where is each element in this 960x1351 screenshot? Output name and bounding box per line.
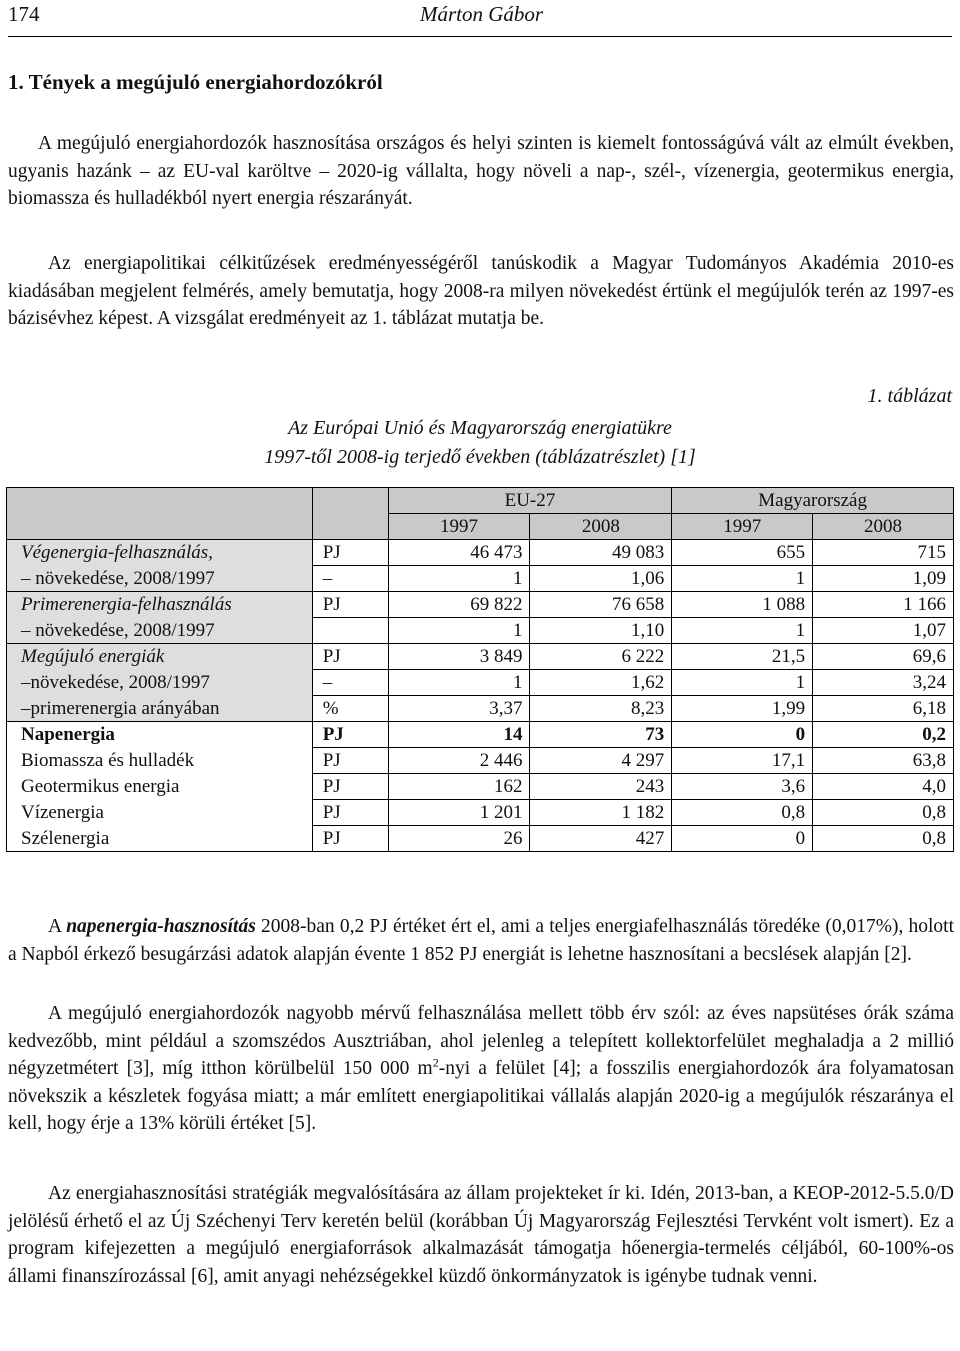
- cell-value: 1,99: [672, 696, 813, 722]
- energy-table: [6, 487, 954, 852]
- cell-value: 73: [530, 722, 672, 748]
- cell-value: 0: [672, 826, 813, 852]
- cell-value: 1: [388, 618, 530, 644]
- cell-value: 4,0: [813, 774, 954, 800]
- row-label: Primerenergia-felhasználás: [7, 592, 313, 618]
- cell-value: 76 658: [530, 592, 672, 618]
- running-author: Márton Gábor: [420, 2, 544, 26]
- table-row: [7, 618, 954, 644]
- table-year-header-row: [7, 514, 954, 540]
- cell-value: 1,62: [530, 670, 672, 696]
- row-unit: PJ: [312, 540, 388, 566]
- cell-value: 14: [388, 722, 530, 748]
- cell-value: 69,6: [813, 644, 954, 670]
- row-label: Geotermikus energia: [7, 774, 313, 800]
- table-corner-cell: [7, 488, 313, 514]
- cell-value: 1,10: [530, 618, 672, 644]
- table-group-header-row: [7, 488, 954, 514]
- cell-value: 2 446: [388, 748, 530, 774]
- cell-value: 49 083: [530, 540, 672, 566]
- cell-value: 1 182: [530, 800, 672, 826]
- row-label: Megújuló energiák: [7, 644, 313, 670]
- table-row: [7, 696, 954, 722]
- table-row: [7, 592, 954, 618]
- group-header: EU-27: [388, 488, 672, 514]
- row-unit: PJ: [312, 748, 388, 774]
- cell-value: 1,07: [813, 618, 954, 644]
- cell-value: 63,8: [813, 748, 954, 774]
- cell-value: 427: [530, 826, 672, 852]
- cell-value: 1: [388, 566, 530, 592]
- year-header: 2008: [813, 514, 954, 540]
- section-title: 1. Tények a megújuló energiahordozókról: [8, 70, 383, 94]
- table-row: [7, 748, 954, 774]
- cell-value: 1: [672, 618, 813, 644]
- paragraph-arguments: [8, 1000, 954, 1138]
- row-unit: PJ: [312, 644, 388, 670]
- paragraph-solar: [8, 913, 954, 968]
- table-row: [7, 722, 954, 748]
- cell-value: 1 166: [813, 592, 954, 618]
- page-number: 174: [8, 2, 40, 26]
- paragraph-strategy: Az energiahasznosítási stratégiák megvalósítására az állam projekteket ír ki. Idén, 2013-ban, a KEOP-2012-5.5.0/D jelölésű érhető el az Új Széchenyi Terv keretén belül (korábban Új Magyarország Fejlesztési Tervként volt ismert). Ez a program kifejezetten a megújuló energiaforrások alkalmazását támogatja hőenergia-termelés céljából, 60-100%-os állami finanszírozással [6], amit anyagi nehézségekkel küzdő önkormányzatok is igénybe tudnak venni.: [8, 1183, 954, 1287]
- cell-value: 0,2: [813, 722, 954, 748]
- cell-value: 8,23: [530, 696, 672, 722]
- table-corner-cell: [312, 488, 388, 514]
- cell-value: 46 473: [388, 540, 530, 566]
- cell-value: 1: [388, 670, 530, 696]
- row-label: – növekedése, 2008/1997: [7, 618, 313, 644]
- table-row: [7, 800, 954, 826]
- row-label: Végenergia-felhasználás,: [7, 540, 313, 566]
- group-header: Magyarország: [672, 488, 954, 514]
- row-label: –primerenergia arányában: [7, 696, 313, 722]
- row-label: –növekedése, 2008/1997: [7, 670, 313, 696]
- text-run: 2008-ban 0,2 PJ értéket ért el, ami a teljes energiafelhasználás töredéke (0,017%), holott a Napból érkező besugárzási adatok alapján évente 1 852 PJ energiát is lehetne hasznosítani a becslések alapján [2].: [8, 916, 954, 965]
- cell-value: 6 222: [530, 644, 672, 670]
- cell-value: 1 201: [388, 800, 530, 826]
- table-row: [7, 774, 954, 800]
- emphasis-term: napenergia-hasznosítás: [66, 916, 256, 937]
- cell-value: 3,37: [388, 696, 530, 722]
- cell-value: 0,8: [813, 800, 954, 826]
- cell-value: 21,5: [672, 644, 813, 670]
- text-run: A megújuló energiahordozók nagyobb mérvű felhasználása mellett több érv szól: az éves napsütéses órák száma kedvezőbb, mint például a szomszédos Ausztriában, ahol jelenleg a telepített kollektorfelület meghaladja a 2 millió négyzetmétert [3], míg itthon körülbelül 150 000 m: [8, 1003, 954, 1079]
- page-header: [8, 0, 952, 37]
- year-header: 1997: [388, 514, 530, 540]
- table-label: 1. táblázat: [867, 385, 952, 407]
- row-unit: PJ: [312, 592, 388, 618]
- cell-value: 17,1: [672, 748, 813, 774]
- row-unit: %: [312, 696, 388, 722]
- superscript: 2: [432, 1055, 439, 1070]
- cell-value: 1,06: [530, 566, 672, 592]
- row-unit: –: [312, 670, 388, 696]
- cell-value: 3,24: [813, 670, 954, 696]
- cell-value: 243: [530, 774, 672, 800]
- paragraph-intro: A megújuló energiahordozók hasznosítása országos és helyi szinten is kiemelt fontosságúvá vált az elmúlt években, ugyanis hazánk – az EU-val karöltve – 2020-ig vállalta, hogy növeli a nap-, szél-, vízenergia, geotermikus energia, biomassza és hulladékból nyert energia részarányát.: [8, 133, 954, 209]
- table-row: [7, 670, 954, 696]
- row-label: Napenergia: [7, 722, 313, 748]
- cell-value: 69 822: [388, 592, 530, 618]
- paragraph-survey: Az energiapolitikai célkitűzések eredményességéről tanúskodik a Magyar Tudományos Akadémia 2010-es kiadásában megjelent felmérés, amely bemutatja, hogy 2008-ra milyen növekedést értünk el megújulók terén az 1997-es bázisévhez képest. A vizsgálat eredményeit az 1. táblázat mutatja be.: [8, 253, 954, 329]
- cell-value: 4 297: [530, 748, 672, 774]
- table-corner-cell: [312, 514, 388, 540]
- cell-value: 0,8: [672, 800, 813, 826]
- row-unit: [312, 618, 388, 644]
- cell-value: 1: [672, 566, 813, 592]
- cell-value: 3 849: [388, 644, 530, 670]
- year-header: 2008: [530, 514, 672, 540]
- row-label: Vízenergia: [7, 800, 313, 826]
- table-row: [7, 566, 954, 592]
- cell-value: 6,18: [813, 696, 954, 722]
- table-caption-line2: 1997-től 2008-ig terjedő években (táblázatrészlet) [1]: [264, 446, 696, 468]
- row-label: Szélenergia: [7, 826, 313, 852]
- table-caption-line1: Az Európai Unió és Magyarország energiatükre: [288, 417, 672, 439]
- cell-value: 1 088: [672, 592, 813, 618]
- row-unit: PJ: [312, 722, 388, 748]
- cell-value: 1,09: [813, 566, 954, 592]
- cell-value: 162: [388, 774, 530, 800]
- year-header: 1997: [672, 514, 813, 540]
- text-run: -nyi a felület [4]; a fosszilis energiahordozók ára folyamatosan növekszik a készletek fogyása miatt; a már említett energiapolitikai vállalás alapján 2020-ig a megújulók részaránya el kell, hogy érje a 13% körüli értéket [5].: [8, 1058, 954, 1134]
- table-row: [7, 644, 954, 670]
- row-unit: –: [312, 566, 388, 592]
- row-unit: PJ: [312, 826, 388, 852]
- row-label: – növekedése, 2008/1997: [7, 566, 313, 592]
- row-unit: PJ: [312, 774, 388, 800]
- cell-value: 655: [672, 540, 813, 566]
- cell-value: 26: [388, 826, 530, 852]
- table-row: [7, 826, 954, 852]
- cell-value: 3,6: [672, 774, 813, 800]
- cell-value: 0,8: [813, 826, 954, 852]
- row-unit: PJ: [312, 800, 388, 826]
- text-run: A: [48, 916, 67, 937]
- table-row: [7, 540, 954, 566]
- cell-value: 715: [813, 540, 954, 566]
- table-corner-cell: [7, 514, 313, 540]
- cell-value: 1: [672, 670, 813, 696]
- row-label: Biomassza és hulladék: [7, 748, 313, 774]
- cell-value: 0: [672, 722, 813, 748]
